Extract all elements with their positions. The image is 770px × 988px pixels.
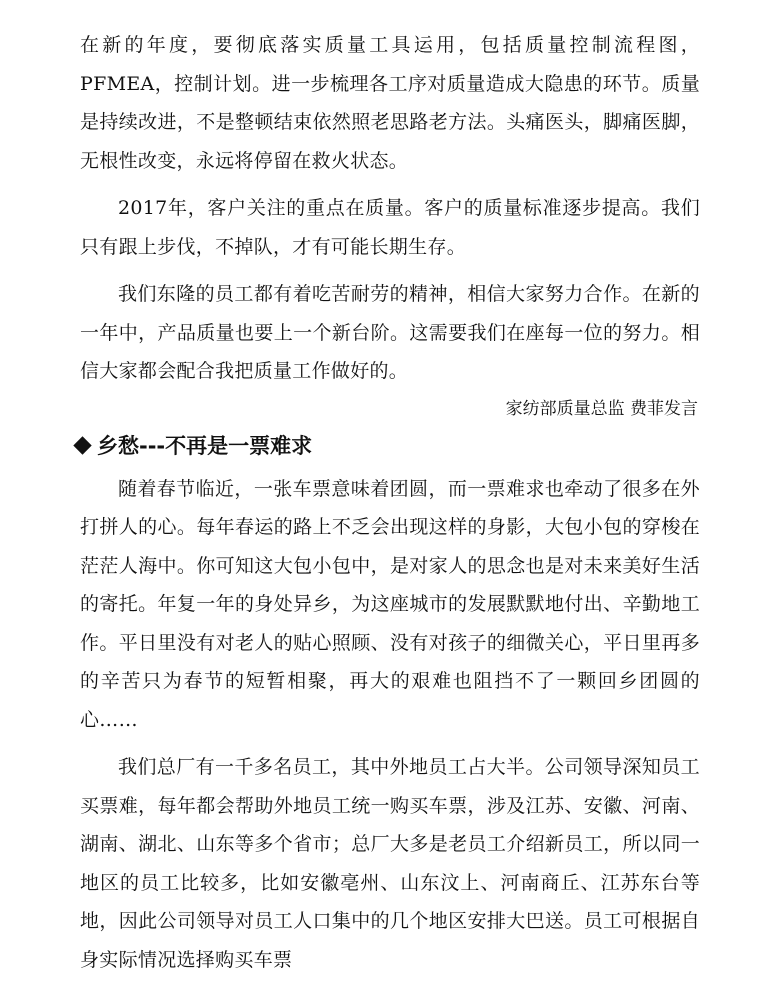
document-page — [80, 26, 700, 988]
section-heading — [72, 428, 700, 464]
section-heading-text: 乡愁---不再是一票难求 — [97, 433, 313, 458]
paragraph-spring-festival: 随着春节临近，一张车票意味着团圆，而一票难求也牵动了很多在外打拼人的心。每年春运的路上不乏会出现这样的身影，大包小包的穿梭在茫茫人海中。你可知这大包小包中，是对家人的思念也是对未来美好生活的寄托。年复一年的身处异乡，为这座城市的发展默默地付出、辛勤地工作。平日里没有对老人的贴心照顾、没有对孩子的细微关心，平日里再多的辛苦只为春节的短暂相聚，再大的艰难也阻挡不了一颗回乡团圆的心…… — [80, 477, 700, 731]
paragraph-company-tickets: 我们总厂有一千多名员工，其中外地员工占大半。公司领导深知员工买票难，每年都会帮助外地员工统一购买车票，涉及江苏、安徽、河南、湖南、湖北、山东等多个省市；总厂大多是老员工介绍新员工，所以同一地区的员工比较多，比如安徽亳州、山东汶上、河南商丘、江苏东台等地，因此公司领导对员工人口集中的几个地区安排大巴送。员工可根据自身实际情况选择购买车票 — [80, 756, 700, 971]
paragraph-quality-tools: 在新的年度，要彻底落实质量工具运用，包括质量控制流程图，PFMEA，控制计划。进一步梳理各工序对质量造成大隐患的环节。质量是持续改进，不是整顿结束依然照老思路老方法。头痛医头，脚痛医脚，无根性改变，永远将停留在救火状态。 — [80, 34, 700, 172]
paragraph-team-effort: 我们东隆的员工都有着吃苦耐劳的精神，相信大家努力合作。在新的一年中，产品质量也要上一个新台阶。这需要我们在座每一位的努力。相信大家都会配合我把质量工作做好的。 — [80, 283, 700, 382]
paragraph-2017-customer-focus: 2017年，客户关注的重点在质量。客户的质量标准逐步提高。我们只有跟上步伐，不掉队，才有可能长期生存。 — [80, 197, 700, 258]
diamond-bullet-icon — [73, 436, 91, 454]
speaker-signature: 家纺部质量总监 费菲发言 — [505, 398, 698, 419]
